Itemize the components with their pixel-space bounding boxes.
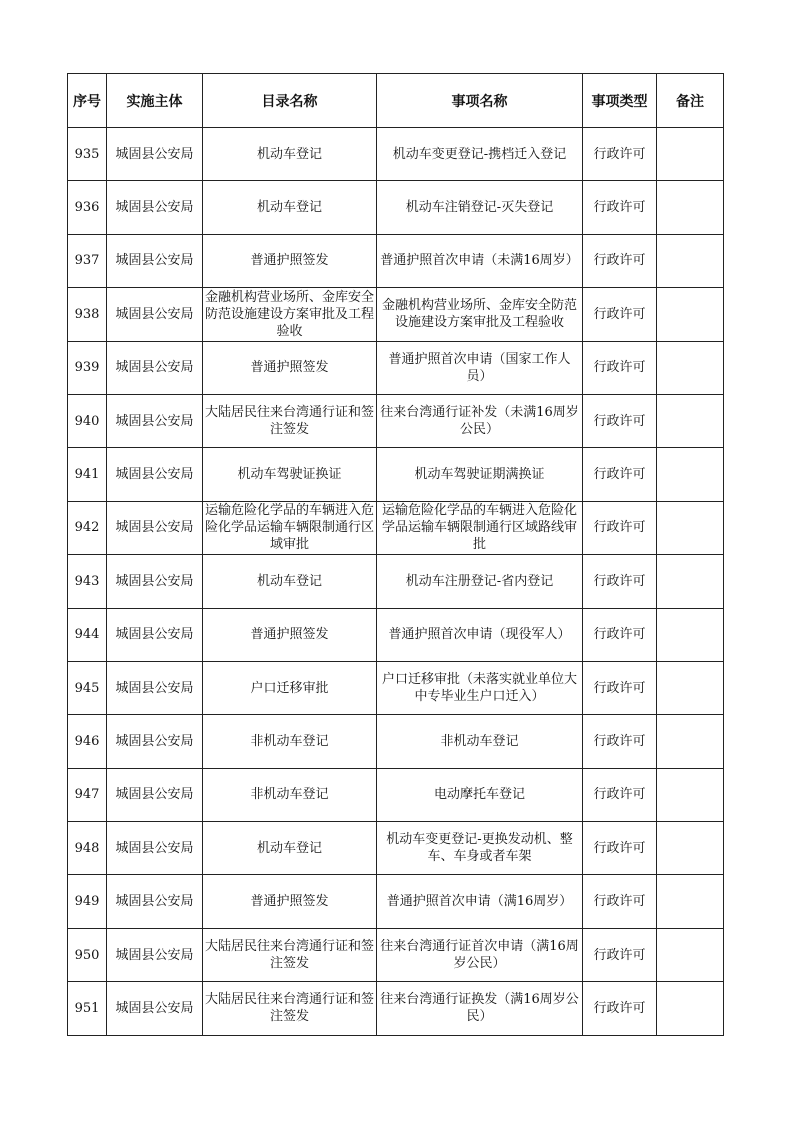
cell-subject: 城固县公安局	[107, 128, 203, 181]
cell-seq: 940	[68, 394, 107, 447]
cell-type: 行政许可	[583, 928, 657, 981]
administrative-items-table	[67, 73, 724, 1036]
cell-remark	[657, 341, 724, 394]
header-remark: 备注	[657, 74, 724, 128]
cell-catalog: 普通护照签发	[203, 234, 377, 287]
cell-subject: 城固县公安局	[107, 982, 203, 1035]
cell-catalog: 普通护照签发	[203, 875, 377, 928]
cell-type: 行政许可	[583, 448, 657, 501]
cell-item: 机动车注册登记-省内登记	[377, 555, 583, 608]
cell-catalog: 户口迁移审批	[203, 661, 377, 714]
table-row	[68, 875, 724, 928]
cell-catalog: 机动车登记	[203, 555, 377, 608]
cell-catalog: 机动车驾驶证换证	[203, 448, 377, 501]
cell-catalog: 普通护照签发	[203, 341, 377, 394]
cell-seq: 935	[68, 128, 107, 181]
table-row	[68, 341, 724, 394]
cell-subject: 城固县公安局	[107, 448, 203, 501]
cell-catalog: 机动车登记	[203, 822, 377, 875]
table-row	[68, 661, 724, 714]
header-type: 事项类型	[583, 74, 657, 128]
cell-item: 电动摩托车登记	[377, 768, 583, 821]
cell-seq: 951	[68, 982, 107, 1035]
cell-catalog: 非机动车登记	[203, 768, 377, 821]
cell-catalog: 运输危险化学品的车辆进入危险化学品运输车辆限制通行区域审批	[203, 501, 377, 554]
cell-type: 行政许可	[583, 768, 657, 821]
table-row	[68, 715, 724, 768]
cell-type: 行政许可	[583, 181, 657, 234]
table-body	[68, 128, 724, 1036]
cell-item: 普通护照首次申请（满16周岁）	[377, 875, 583, 928]
cell-catalog: 普通护照签发	[203, 608, 377, 661]
header-item: 事项名称	[377, 74, 583, 128]
header-subject: 实施主体	[107, 74, 203, 128]
cell-type: 行政许可	[583, 341, 657, 394]
cell-seq: 942	[68, 501, 107, 554]
cell-item: 机动车注销登记-灭失登记	[377, 181, 583, 234]
cell-subject: 城固县公安局	[107, 555, 203, 608]
cell-seq: 946	[68, 715, 107, 768]
cell-seq: 949	[68, 875, 107, 928]
header-row	[68, 74, 724, 128]
cell-subject: 城固县公安局	[107, 661, 203, 714]
cell-seq: 945	[68, 661, 107, 714]
cell-item: 运输危险化学品的车辆进入危险化学品运输车辆限制通行区域路线审批	[377, 501, 583, 554]
table-row	[68, 394, 724, 447]
table-header	[68, 74, 724, 128]
cell-remark	[657, 555, 724, 608]
cell-remark	[657, 928, 724, 981]
cell-catalog: 机动车登记	[203, 181, 377, 234]
cell-item: 机动车变更登记-更换发动机、整车、车身或者车架	[377, 822, 583, 875]
cell-subject: 城固县公安局	[107, 234, 203, 287]
header-seq: 序号	[68, 74, 107, 128]
cell-type: 行政许可	[583, 128, 657, 181]
cell-type: 行政许可	[583, 555, 657, 608]
cell-catalog: 大陆居民往来台湾通行证和签注签发	[203, 394, 377, 447]
cell-item: 非机动车登记	[377, 715, 583, 768]
cell-subject: 城固县公安局	[107, 928, 203, 981]
cell-remark	[657, 715, 724, 768]
cell-seq: 941	[68, 448, 107, 501]
table-row	[68, 501, 724, 554]
cell-subject: 城固县公安局	[107, 501, 203, 554]
cell-item: 往来台湾通行证补发（未满16周岁公民）	[377, 394, 583, 447]
cell-type: 行政许可	[583, 608, 657, 661]
cell-type: 行政许可	[583, 822, 657, 875]
cell-seq: 938	[68, 288, 107, 341]
cell-seq: 937	[68, 234, 107, 287]
cell-item: 往来台湾通行证换发（满16周岁公民）	[377, 982, 583, 1035]
cell-subject: 城固县公安局	[107, 768, 203, 821]
cell-seq: 950	[68, 928, 107, 981]
cell-remark	[657, 875, 724, 928]
table-row	[68, 234, 724, 287]
cell-subject: 城固县公安局	[107, 394, 203, 447]
table-row	[68, 982, 724, 1035]
cell-catalog: 非机动车登记	[203, 715, 377, 768]
table-row	[68, 608, 724, 661]
cell-subject: 城固县公安局	[107, 608, 203, 661]
cell-subject: 城固县公安局	[107, 181, 203, 234]
cell-remark	[657, 394, 724, 447]
table-row	[68, 928, 724, 981]
cell-seq: 947	[68, 768, 107, 821]
cell-remark	[657, 661, 724, 714]
cell-subject: 城固县公安局	[107, 715, 203, 768]
table-row	[68, 288, 724, 341]
cell-remark	[657, 448, 724, 501]
cell-type: 行政许可	[583, 661, 657, 714]
cell-catalog: 大陆居民往来台湾通行证和签注签发	[203, 982, 377, 1035]
table-row	[68, 128, 724, 181]
cell-item: 金融机构营业场所、金库安全防范设施建设方案审批及工程验收	[377, 288, 583, 341]
cell-remark	[657, 501, 724, 554]
cell-item: 机动车变更登记-携档迁入登记	[377, 128, 583, 181]
table-row	[68, 448, 724, 501]
cell-item: 普通护照首次申请（未满16周岁）	[377, 234, 583, 287]
cell-type: 行政许可	[583, 394, 657, 447]
cell-seq: 948	[68, 822, 107, 875]
cell-remark	[657, 234, 724, 287]
cell-item: 普通护照首次申请（现役军人）	[377, 608, 583, 661]
cell-remark	[657, 288, 724, 341]
cell-seq: 943	[68, 555, 107, 608]
cell-subject: 城固县公安局	[107, 341, 203, 394]
cell-type: 行政许可	[583, 234, 657, 287]
cell-catalog: 大陆居民往来台湾通行证和签注签发	[203, 928, 377, 981]
cell-type: 行政许可	[583, 501, 657, 554]
table-row	[68, 822, 724, 875]
header-catalog: 目录名称	[203, 74, 377, 128]
cell-type: 行政许可	[583, 982, 657, 1035]
cell-seq: 939	[68, 341, 107, 394]
cell-type: 行政许可	[583, 288, 657, 341]
cell-item: 普通护照首次申请（国家工作人员）	[377, 341, 583, 394]
table-row	[68, 181, 724, 234]
cell-remark	[657, 608, 724, 661]
cell-type: 行政许可	[583, 875, 657, 928]
cell-remark	[657, 768, 724, 821]
cell-item: 户口迁移审批（未落实就业单位大中专毕业生户口迁入）	[377, 661, 583, 714]
table-row	[68, 555, 724, 608]
cell-subject: 城固县公安局	[107, 822, 203, 875]
cell-type: 行政许可	[583, 715, 657, 768]
cell-subject: 城固县公安局	[107, 288, 203, 341]
cell-seq: 944	[68, 608, 107, 661]
cell-remark	[657, 181, 724, 234]
cell-item: 机动车驾驶证期满换证	[377, 448, 583, 501]
table-row	[68, 768, 724, 821]
cell-seq: 936	[68, 181, 107, 234]
cell-catalog: 金融机构营业场所、金库安全防范设施建设方案审批及工程验收	[203, 288, 377, 341]
cell-remark	[657, 822, 724, 875]
cell-item: 往来台湾通行证首次申请（满16周岁公民）	[377, 928, 583, 981]
cell-remark	[657, 982, 724, 1035]
cell-remark	[657, 128, 724, 181]
cell-catalog: 机动车登记	[203, 128, 377, 181]
cell-subject: 城固县公安局	[107, 875, 203, 928]
